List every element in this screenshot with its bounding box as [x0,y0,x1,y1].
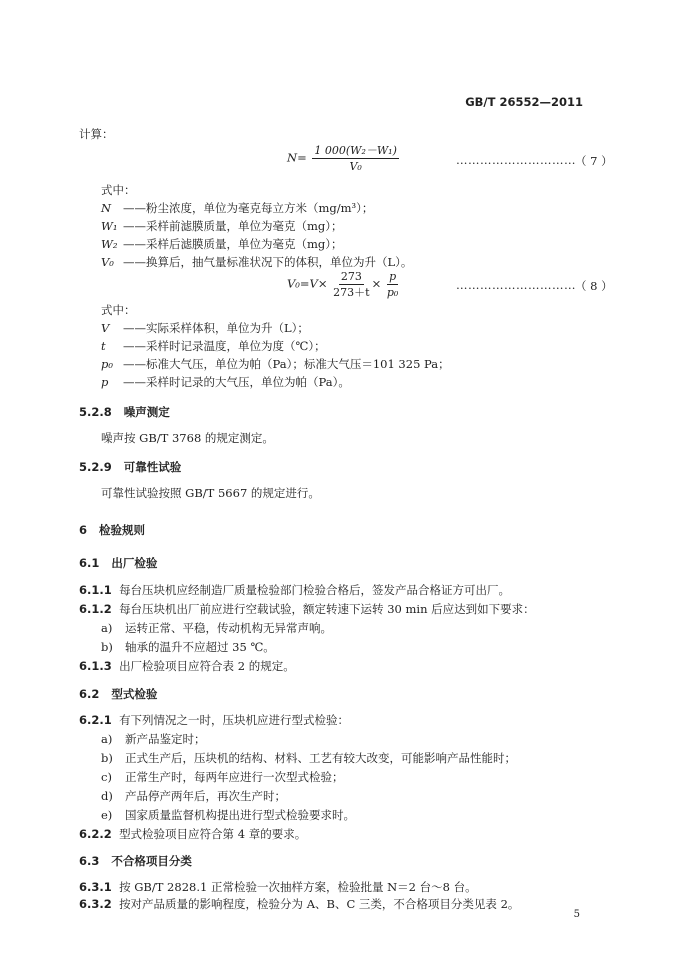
list-text: 正常生产时，每两年应进行一次型式检验； [125,770,344,784]
clause-6-1-2 [79,601,535,617]
eq8-leader: ………………………… [456,278,576,292]
section-number: 6 [79,523,88,537]
list-text: 产品停产两年后，再次生产时； [125,789,286,803]
list-text: 正式生产后，压块机的结构、材料、工艺有较大改变，可能影响产品性能时； [125,751,516,765]
list-item [101,639,275,655]
where2-symbol: p [101,375,109,389]
heading-6 [79,522,145,538]
section-title: 不合格项目分类 [111,854,192,868]
clause-number: 6.3.2 [79,897,112,911]
where2-symbol: t [101,339,106,353]
where2-symbol: p₀ [101,357,113,371]
eq8-frac1-denominator: 273＋t [333,286,370,299]
where2-item [101,320,309,336]
section-title: 检验规则 [99,523,146,537]
section-number: 6.1 [79,556,100,570]
section-title: 出厂检验 [111,556,158,570]
eq8-fraction-1 [333,270,369,299]
eq8-fraction-2 [387,270,398,299]
eq7-fraction [312,144,399,173]
section-number: 6.2 [79,687,100,701]
where1-item [101,218,343,234]
equation-8 [287,270,400,299]
equation-7 [287,144,401,173]
eq8-frac1-numerator: 273 [340,270,362,283]
list-marker: e) [101,808,113,822]
heading-6-2 [79,686,157,702]
clause-6-2-1 [79,712,349,728]
eq7-number: （ 7 ） [575,154,613,168]
list-text: 新产品鉴定时； [125,732,206,746]
clause-text: 按对产品质量的影响程度，检验分为 A、B、C 三类，不合格项目分类见表 2。 [119,897,520,911]
where-label-1: 式中： [101,183,136,197]
where2-symbol: V [101,321,110,335]
where2-desc: ——标准大气压，单位为帕（Pa）；标准大气压＝101 325 Pa； [123,357,450,371]
clause-number: 6.2.1 [79,713,112,727]
eq8-lhs: V₀=V× [287,276,328,291]
clause-number: 6.1.1 [79,583,112,597]
clause-text: 型式检验项目应符合第 4 章的要求。 [119,827,307,841]
calc-label: 计算： [79,127,114,141]
eq7-numerator: 1 000(W₂－W₁) [314,144,397,157]
section-title: 噪声测定 [123,405,170,419]
list-item [101,750,516,766]
where1-symbol: N [101,201,112,215]
section-number: 5.2.9 [79,460,112,474]
clause-text: 按 GB/T 2828.1 正常检验一次抽样方案，检验批量 N＝2 台～8 台。 [119,880,477,894]
list-marker: b) [101,751,113,765]
heading-5-2-9 [79,459,181,475]
clause-6-3-1 [79,879,477,895]
where1-item [101,254,412,270]
list-marker: a) [101,621,113,635]
clause-6-1-1 [79,582,510,598]
clause-number: 6.3.1 [79,880,112,894]
eq7-leader: ………………………… [456,153,576,167]
heading-5-2-8 [79,404,170,420]
eq8-times: × [371,276,382,291]
where1-item [101,236,343,252]
list-item [101,807,355,823]
clause-text: 出厂检验项目应符合表 2 的规定。 [119,659,295,673]
heading-6-3 [79,853,192,869]
where2-item [101,374,350,390]
clause-6-3-2 [79,896,519,912]
where2-desc: ——采样时记录温度，单位为度（℃）； [123,339,326,353]
clause-text: 每台压块机出厂前应进行空载试验，额定转速下运转 30 min 后应达到如下要求： [119,602,535,616]
where2-item [101,338,326,354]
where1-symbol: W₁ [101,219,118,233]
list-item [101,620,332,636]
where2-item [101,356,450,372]
where1-desc: ——采样后滤膜质量，单位为毫克（mg）； [123,237,343,251]
clause-number: 6.1.2 [79,602,112,616]
list-marker: c) [101,770,112,784]
section-title: 型式检验 [111,687,158,701]
list-item [101,769,344,785]
heading-6-1 [79,555,157,571]
where1-desc: ——换算后，抽气量标准状况下的体积，单位为升（L）。 [123,255,413,269]
page-number: 5 [573,909,580,920]
clause-6-2-2 [79,826,306,842]
clause-number: 6.2.2 [79,827,112,841]
eq7-lhs: N [287,150,298,165]
section-title: 可靠性试验 [123,460,182,474]
list-item [101,731,206,747]
where1-symbol: W₂ [101,237,118,251]
list-text: 轴承的温升不应超过 35 ℃。 [125,640,275,654]
list-marker: b) [101,640,113,654]
where1-symbol: V₀ [101,255,114,269]
clause-6-1-3 [79,658,295,674]
list-text: 运转正常、平稳，传动机构无异常声响。 [125,621,332,635]
eq8-number: （ 8 ） [575,279,613,293]
list-marker: a) [101,732,113,746]
where2-desc: ——实际采样体积，单位为升（L）； [123,321,309,335]
where1-desc: ——粉尘浓度，单位为毫克每立方米（mg/m³）； [123,201,374,215]
eq7-denominator: V₀ [349,160,362,173]
where1-item [101,200,373,216]
list-item [101,788,286,804]
eq7-eq: = [297,150,307,165]
eq8-frac2-numerator: p [389,270,397,283]
where2-desc: ——采样时记录的大气压，单位为帕（Pa）。 [123,375,350,389]
list-text: 国家质量监督机构提出进行型式检验要求时。 [125,808,355,822]
where-label-2: 式中： [101,303,136,317]
clause-number: 6.1.3 [79,659,112,673]
clause-text: 每台压块机应经制造厂质量检验部门检验合格后，签发产品合格证方可出厂。 [119,583,511,597]
standard-code: GB/T 26552—2011 [465,95,583,109]
eq8-frac2-denominator: p₀ [386,286,399,299]
section-number: 5.2.8 [79,405,112,419]
list-marker: d) [101,789,113,803]
where1-desc: ——采样前滤膜质量，单位为毫克（mg）； [123,219,343,233]
para-5-2-9: 可靠性试验按照 GB/T 5667 的规定进行。 [101,486,320,500]
clause-text: 有下列情况之一时，压块机应进行型式检验： [119,713,350,727]
para-5-2-8: 噪声按 GB/T 3768 的规定测定。 [101,431,274,445]
section-number: 6.3 [79,854,100,868]
